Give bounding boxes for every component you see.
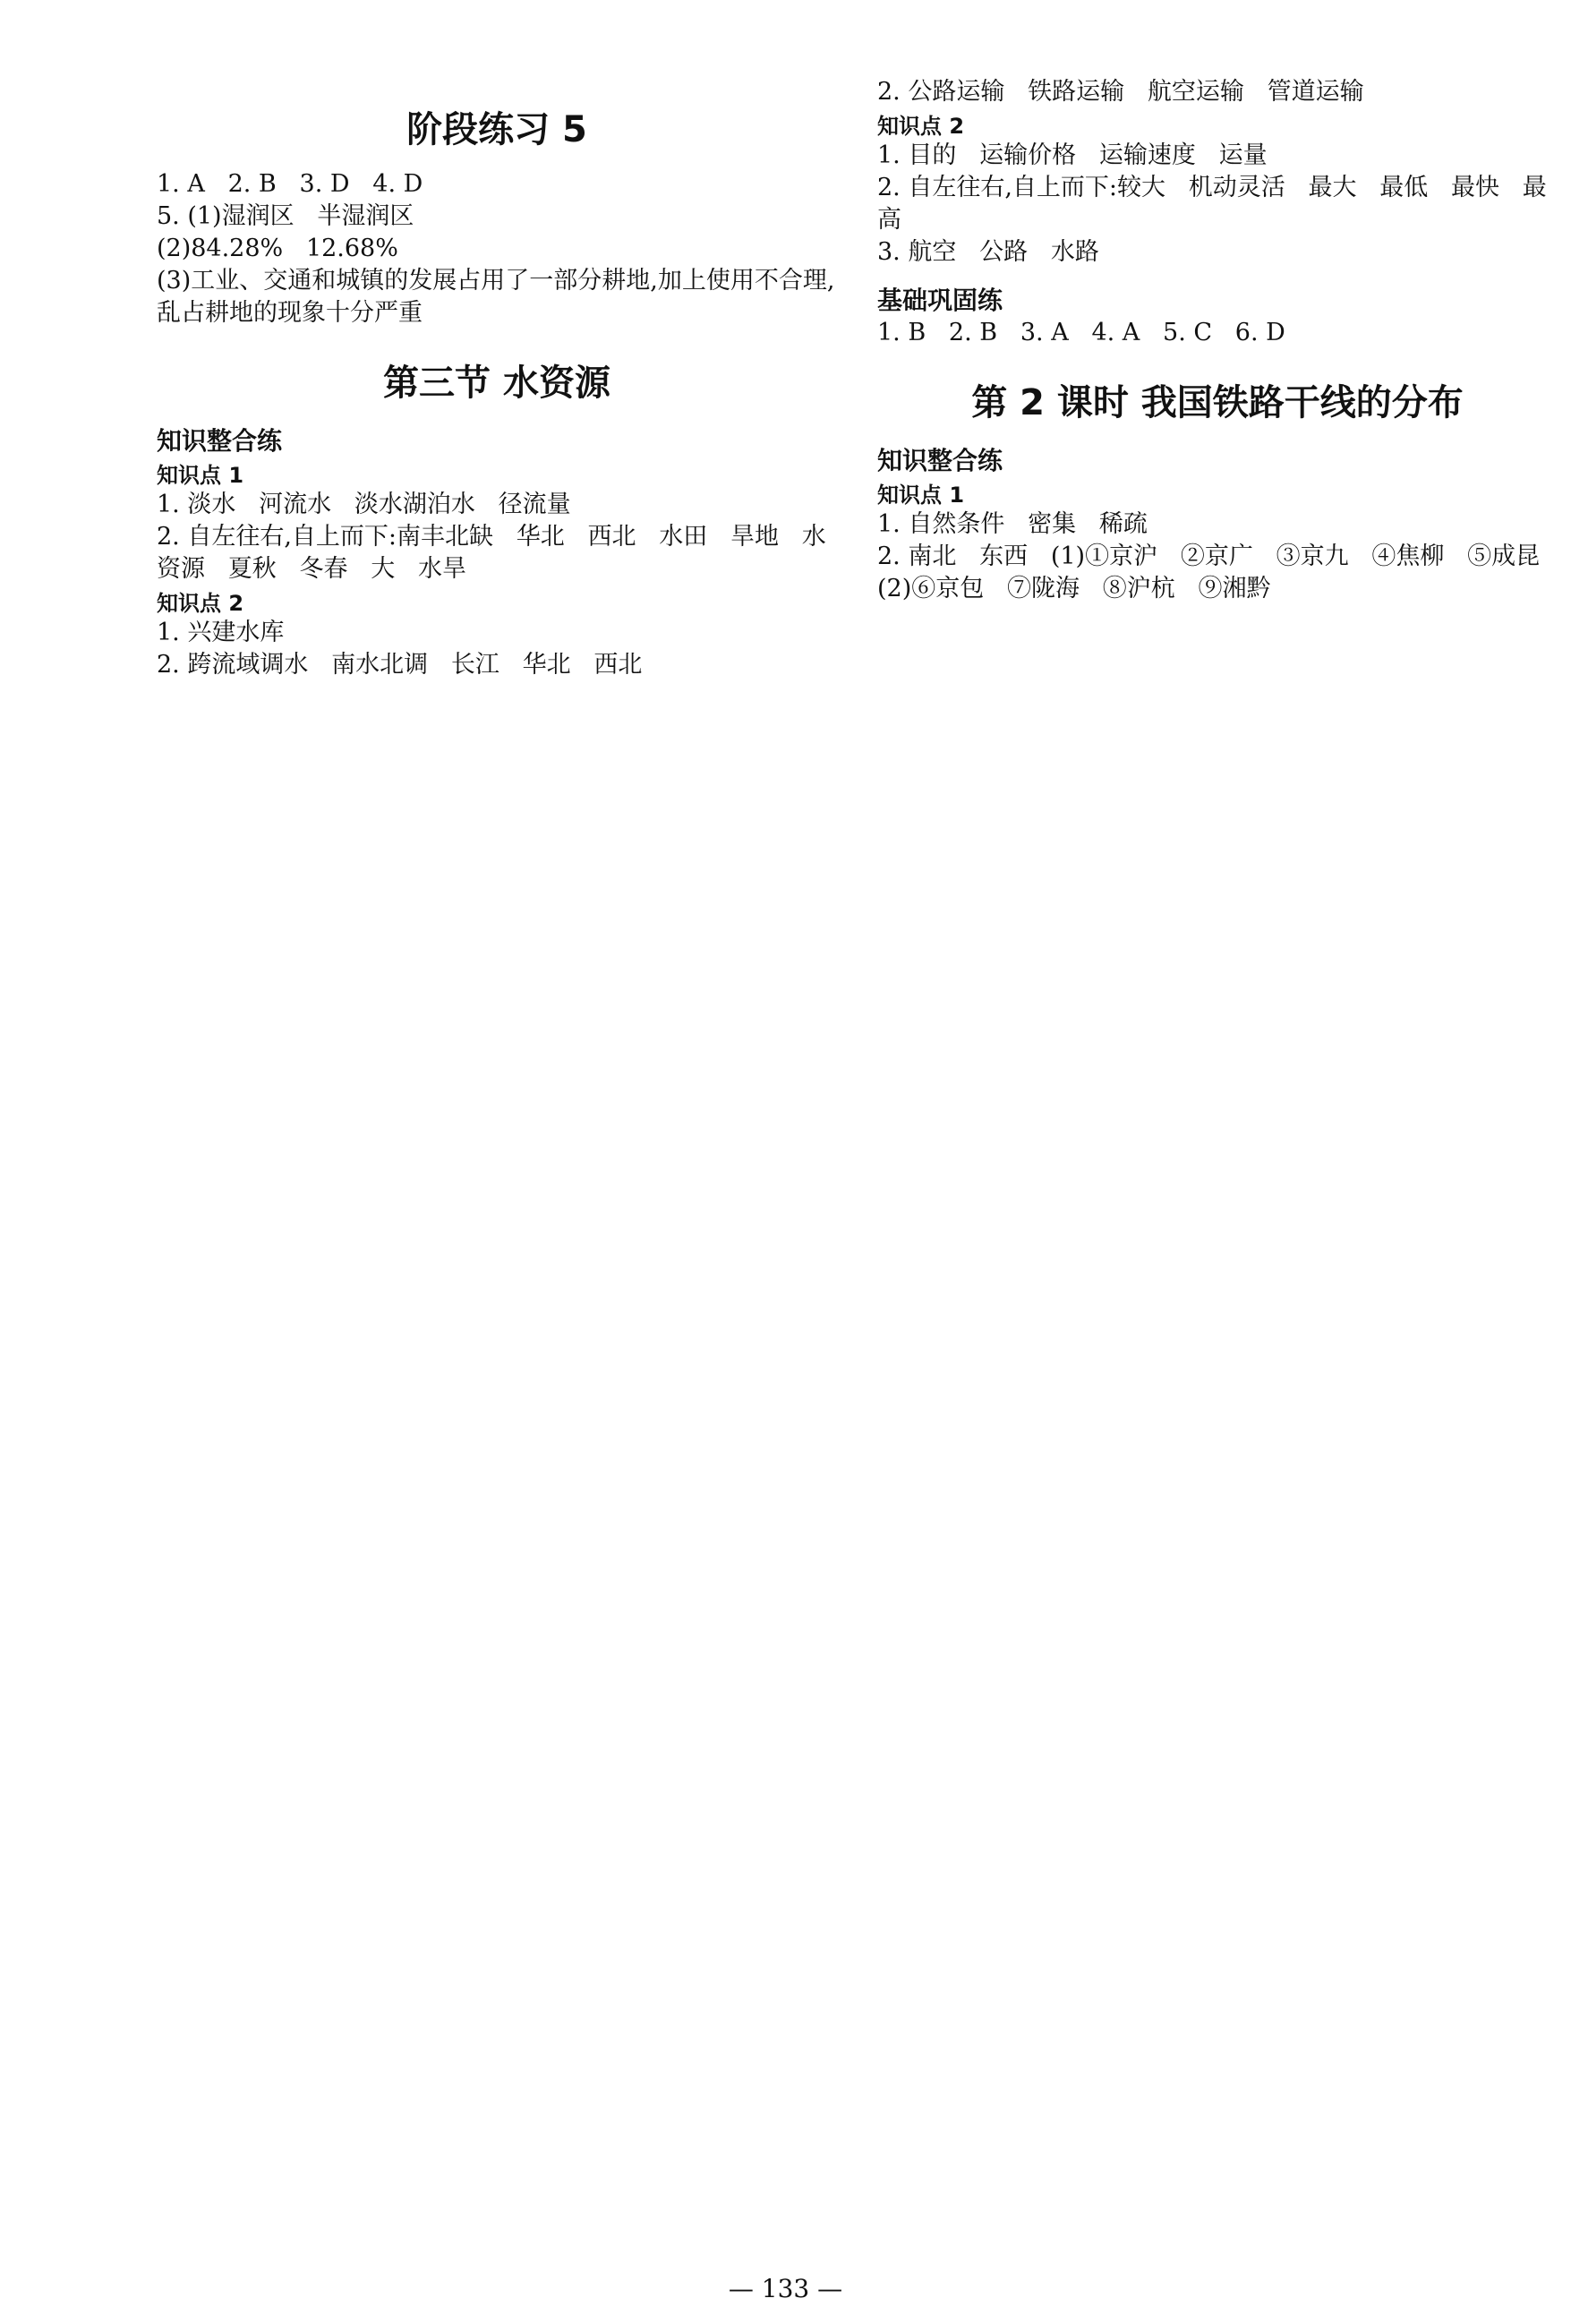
answer-line: 3. 航空 公路 水路 [877,238,1099,266]
section-title: 第 2 课时 我国铁路干线的分布 [971,382,1464,423]
subsection-header: 基础巩固练 [877,286,1003,315]
subsection-header: 知识整合练 [877,446,1003,475]
left-column [157,76,837,681]
answer-line: 2. 南北 东西 (1)①京沪 ②京广 ③京九 ④焦柳 ⑤成昆 (2)⑥京包 ⑦陇海 ⑧沪杭 ⑨湘黔 [877,543,1563,602]
right-column [877,76,1563,605]
answer-line: (3)工业、交通和城镇的发展占用了一部分耕地,加上使用不合理,乱占耕地的现象十分严重 [157,267,835,327]
answer-line: 1. 自然条件 密集 稀疏 [877,510,1148,538]
answer-line: 2. 自左往右,自上而下:较大 机动灵活 最大 最低 最快 最高 [877,174,1547,234]
answer-line: 1. 兴建水库 [157,619,285,646]
answer-line: (2)84.28% 12.68% [157,235,398,262]
answer-line: 2. 跨流域调水 南水北调 长江 华北 西北 [157,651,643,679]
knowledge-point: 知识点 2 [877,114,965,139]
answer-line: 2. 公路运输 铁路运输 航空运输 管道运输 [877,78,1364,106]
answer-line: 1. B 2. B 3. A 4. A 5. C 6. D [877,319,1285,346]
subsection-header: 知识整合练 [157,426,283,456]
answer-line: 5. (1)湿润区 半湿润区 [157,202,414,230]
section-title: 阶段练习 5 [406,109,587,150]
knowledge-point: 知识点 1 [157,463,244,488]
section-title: 第三节 水资源 [383,363,610,404]
knowledge-point: 知识点 2 [157,591,244,616]
answer-line: 1. A 2. B 3. D 4. D [157,170,423,198]
knowledge-point: 知识点 1 [877,483,965,508]
answer-line: 1. 目的 运输价格 运输速度 运量 [877,141,1268,169]
answer-line: 1. 淡水 河流水 淡水湖泊水 径流量 [157,491,571,518]
answer-line: 2. 自左往右,自上而下:南丰北缺 华北 西北 水田 旱地 水资源 夏秋 冬春 大 水旱 [157,523,826,583]
page-number: — 133 — [728,2274,843,2303]
